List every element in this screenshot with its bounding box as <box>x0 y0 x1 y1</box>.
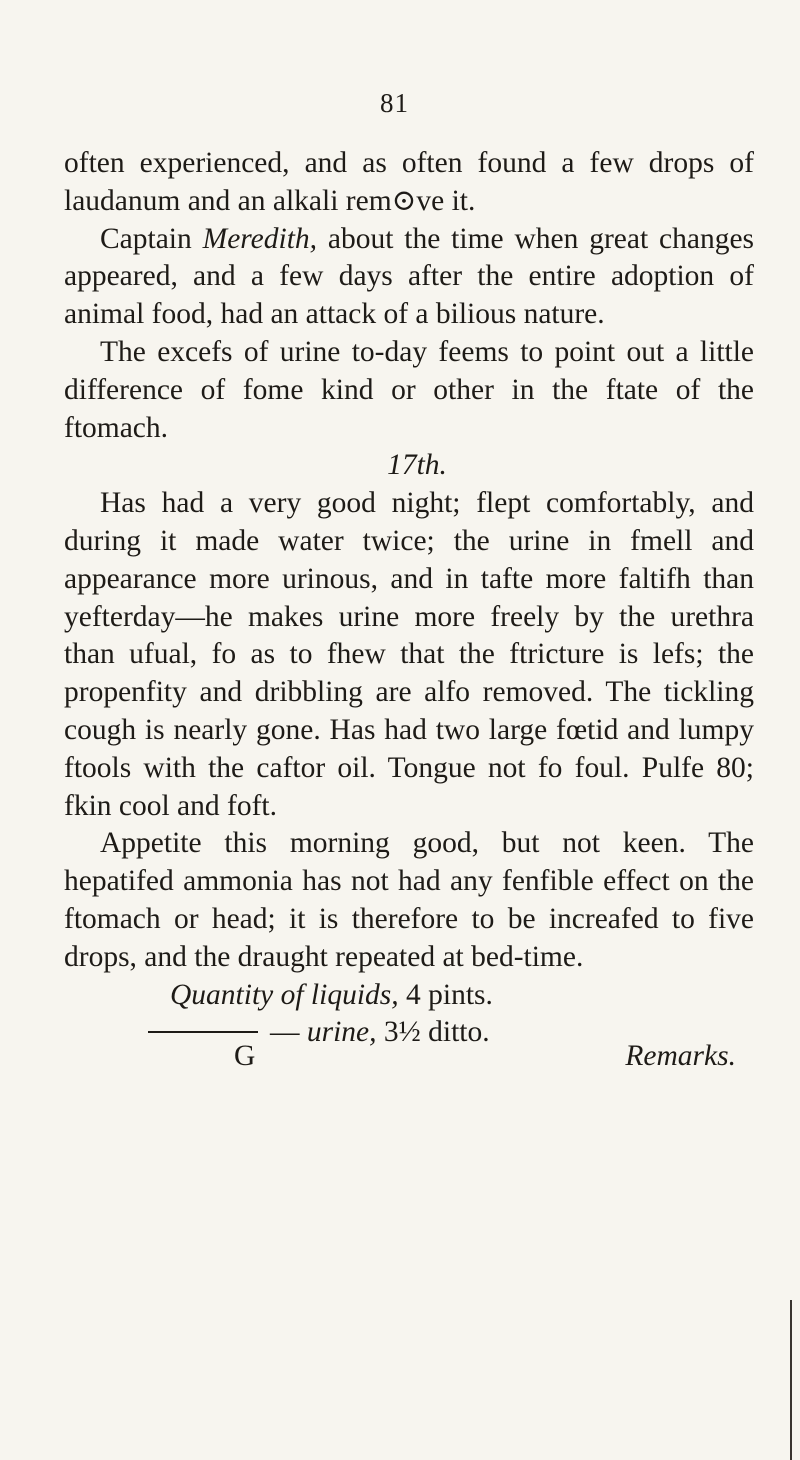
captain-intro: Captain <box>100 222 192 255</box>
quantity-liquids-line <box>64 977 754 1015</box>
catchword: Remarks. <box>625 1040 736 1072</box>
quantity-urine-label: urine, <box>306 1016 377 1049</box>
captain-text: about the time when great changes appeared, and a few days after the entire adoption of animal food, had an attack of a bilious nature. <box>64 222 755 331</box>
quantity-liquids-label: Quantity of liquids, <box>170 978 399 1011</box>
quantity-urine-value: 3½ ditto. <box>383 1016 490 1049</box>
paragraph-night-report: Has had a very good night; flept comfortably, and during it made water twice; the urine in fmell and appearance more urinous, and in tafte more faltifh than yefterday—he makes urine more freely by the urethra than ufual, fo as to fhew that the ftricture is lefs; the propenfity and dribbling are alfo removed. The tickling cough is nearly gone. Has had two large fœtid and lumpy ftools with the caftor oil. Tongue not fo foul. Pulfe 80; fkin cool and foft. <box>64 487 754 822</box>
binding-edge-line <box>790 1300 792 1460</box>
captain-name: Meredith, <box>202 222 318 255</box>
quantity-urine-dash: — <box>270 1016 300 1049</box>
paragraph-opening: often experienced, and as often found a few drops of laudanum and an alkali rem⊙ve it. <box>64 147 754 217</box>
body-text <box>64 145 754 1052</box>
quantity-liquids-value: 4 pints. <box>406 978 493 1011</box>
date-heading: 17th. <box>387 449 447 482</box>
page-footer <box>64 1040 754 1080</box>
ditto-rule <box>148 1031 258 1033</box>
page-number: 81 <box>380 88 409 118</box>
signature-mark: G <box>234 1040 256 1072</box>
paragraph-appetite: Appetite this morning good, but not keen. The hepatifed ammonia has not had any fenfible effect on the ftomach or head; it is therefore to be increafed to five drops, and the draught repeated at bed-time. <box>64 827 754 973</box>
paragraph-captain <box>64 221 754 334</box>
paragraph-urine-excess: The excefs of urine to-day feems to point out a little difference of fome kind or other in the ftate of the ftomach. <box>64 335 754 444</box>
